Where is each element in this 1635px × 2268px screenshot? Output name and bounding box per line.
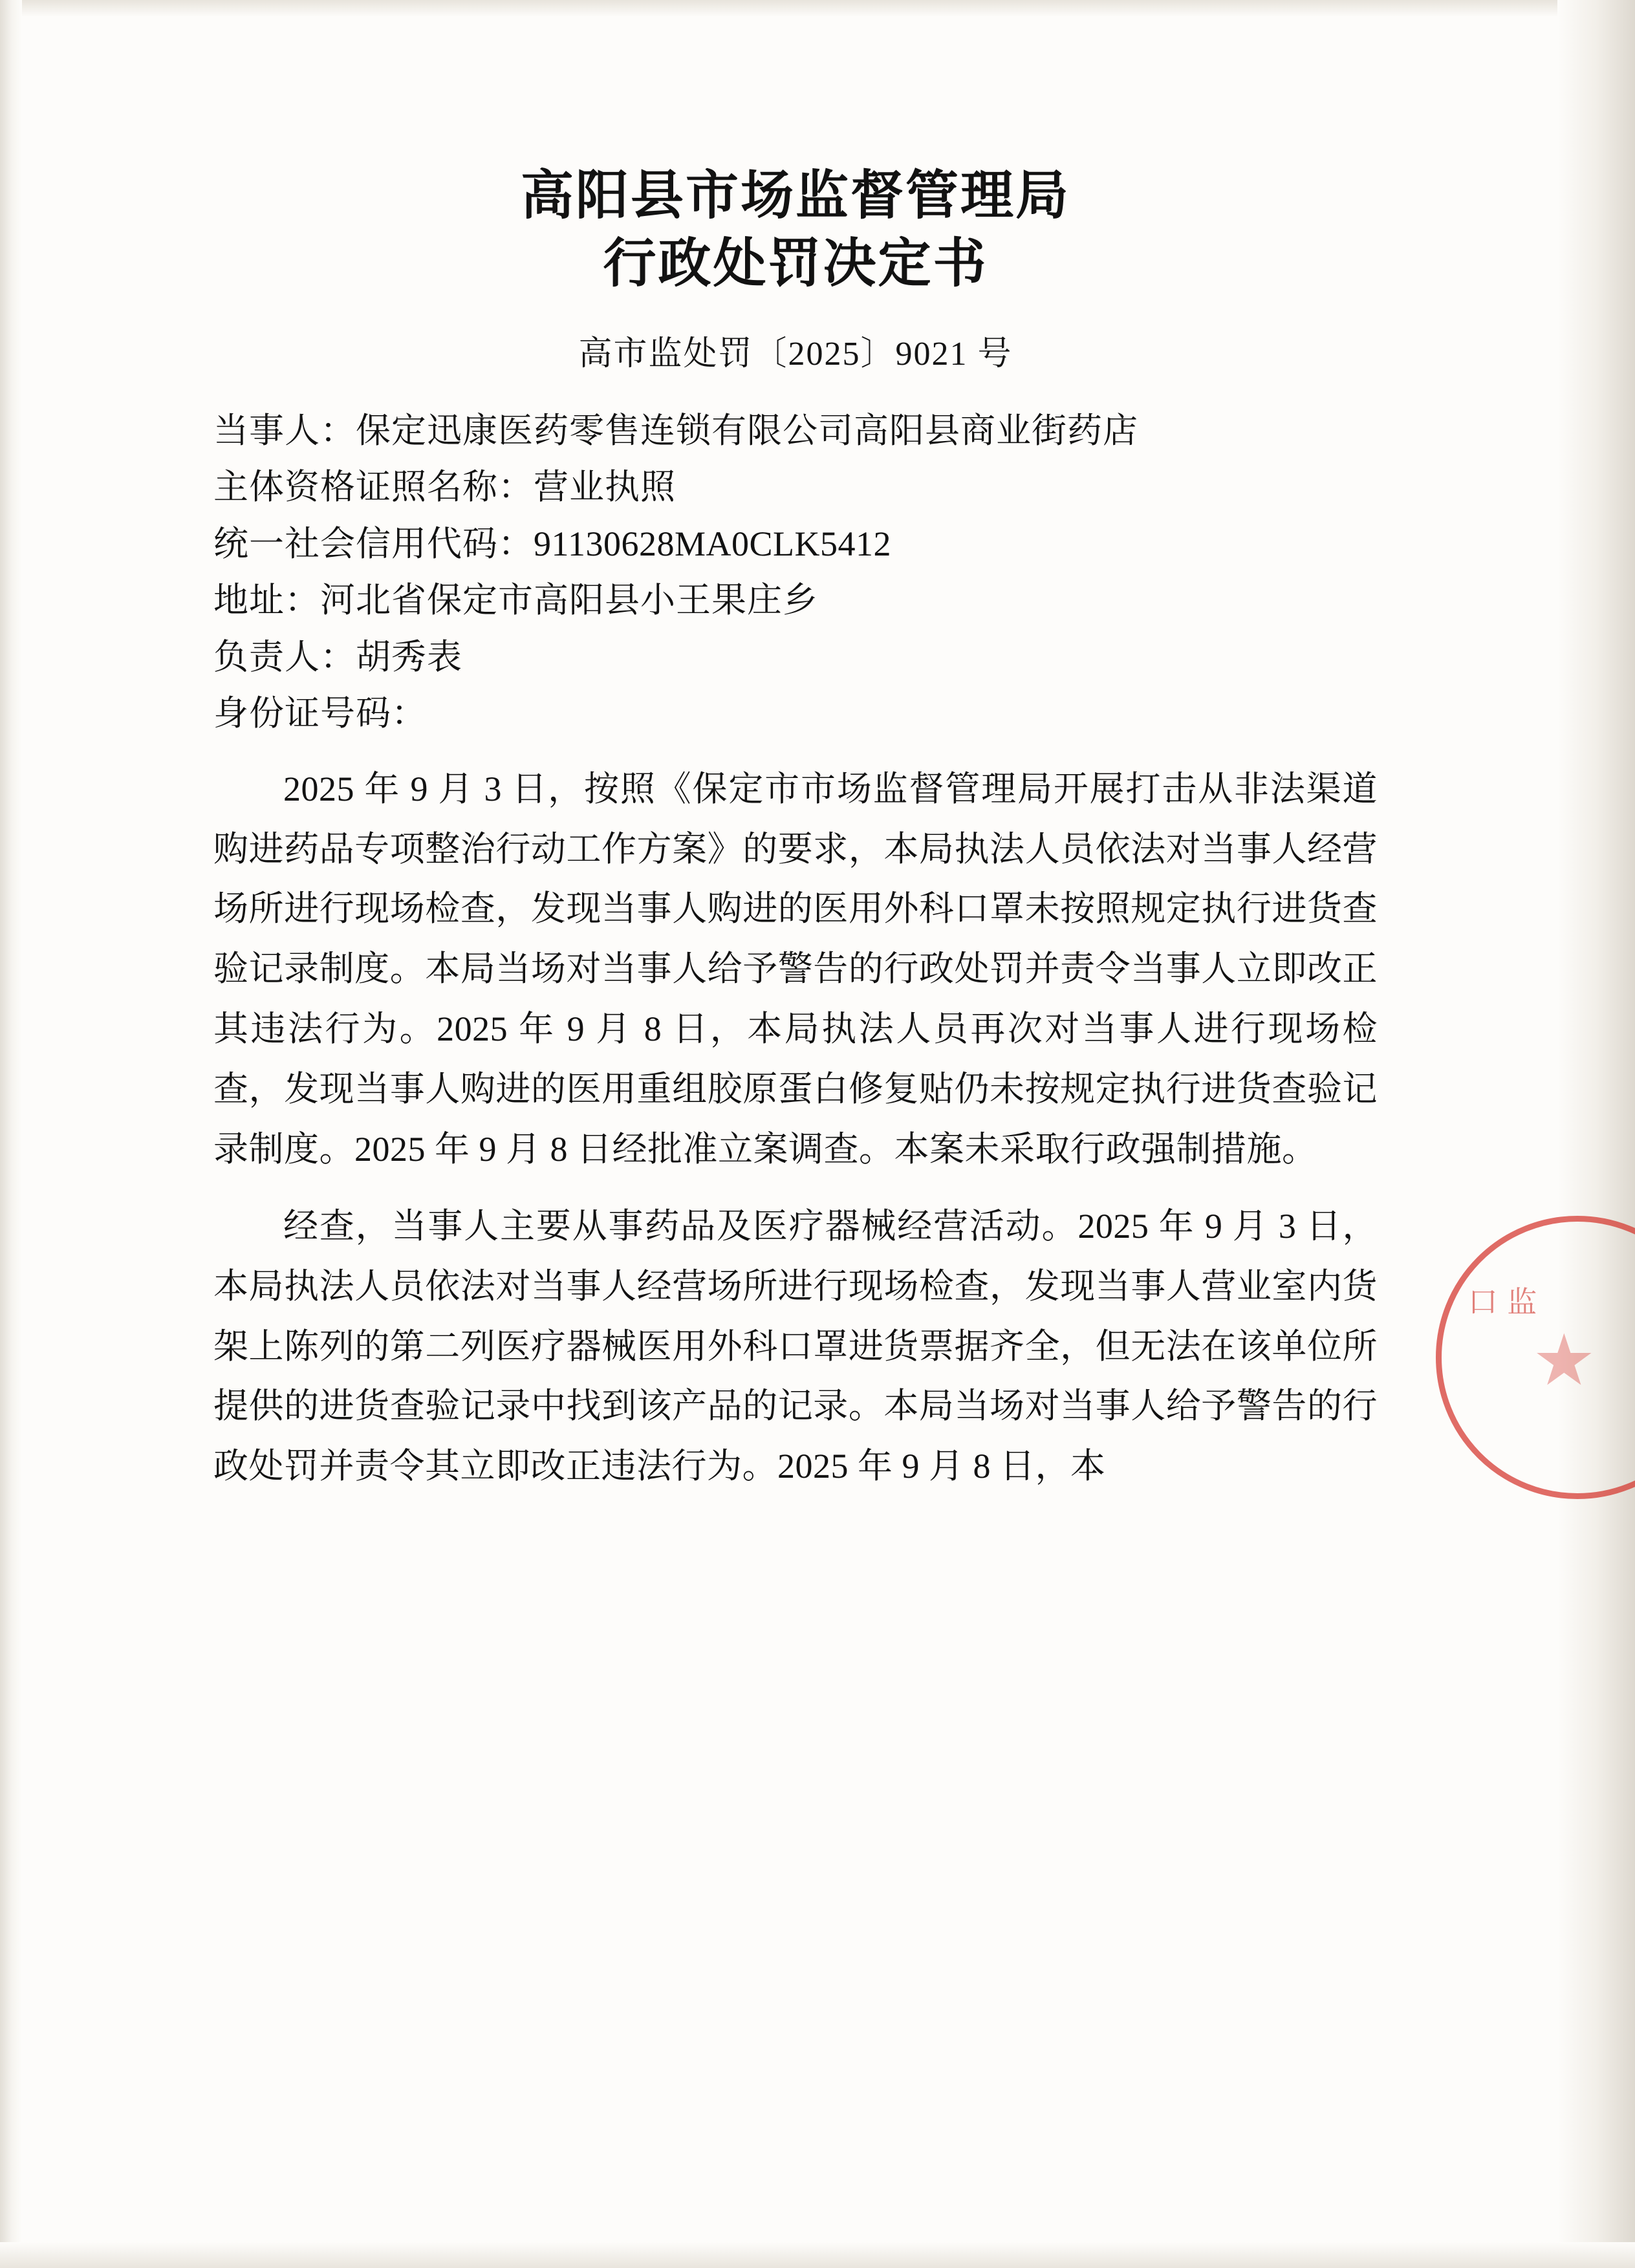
body-paragraph-1: 2025 年 9 月 3 日，按照《保定市市场监督管理局开展打击从非法渠道购进药品专项整治行动工作方案》的要求，本局执法人员依法对当事人经营场所进行现场检查，发现当事人购进的医用外科口罩未按照规定执行进货查验记录制度。本局当场对当事人给予警告的行政处罚并责令当事人立即改正其违法行为。2025 年 9 月 8 日，本局执法人员再次对当事人进行现场检查，发现当事人购进的医用重组胶原蛋白修复贴仍未按规定执行进货查验记录制度。2025 年 9 月 8 日经批准立案调查。本案未采取行政强制措施。 [213, 769, 1378, 1169]
field-address [213, 572, 1378, 629]
party-info-block [213, 403, 1378, 742]
field-license-name-value: 营业执照 [534, 468, 676, 507]
field-license-name-label: 主体资格证照名称： [213, 468, 534, 507]
title-line-doctype: 行政处罚决定书 [603, 232, 988, 294]
seal-star-icon: ★ [1532, 1321, 1596, 1400]
paper-edge-left [0, 0, 22, 2268]
redacted-id-number [427, 703, 763, 731]
document-content [213, 162, 1378, 1496]
paper-edge-bottom [0, 2242, 1635, 2268]
field-credit-code [213, 516, 1378, 572]
field-party [213, 403, 1378, 459]
field-id-number-label: 身份证号码： [213, 694, 427, 733]
field-id-number [213, 686, 1378, 742]
field-license-name [213, 459, 1378, 515]
field-address-label: 地址： [213, 581, 320, 620]
official-seal [1436, 1216, 1635, 1499]
field-credit-code-label: 统一社会信用代码： [213, 524, 534, 563]
title-line-agency: 高阳县市场监督管理局 [520, 164, 1070, 226]
document-number: 高市监处罚〔2025〕9021 号 [578, 335, 1013, 373]
field-address-value: 河北省保定市高阳县小王果庄乡 [320, 581, 818, 620]
paper-edge-right [1557, 0, 1635, 2268]
field-responsible-person-value: 胡秀表 [356, 637, 462, 676]
field-party-label: 当事人： [213, 411, 356, 450]
seal-text: 口 监 [1467, 1284, 1537, 1319]
paper-edge-top [0, 0, 1635, 17]
field-credit-code-value: 91130628MA0CLK5412 [534, 524, 892, 563]
field-responsible-person-label: 负责人： [213, 637, 356, 676]
field-responsible-person [213, 629, 1378, 686]
body-paragraph-2: 经查，当事人主要从事药品及医疗器械经营活动。2025 年 9 月 3 日，本局执法人员依法对当事人经营场所进行现场检查，发现当事人营业室内货架上陈列的第二列医疗器械医用外科口罩进货票据齐全，但无法在该单位所提供的进货查验记录中找到该产品的记录。本局当场对当事人给予警告的行政处罚并责令其立即改正违法行为。2025 年 9 月 8 日，本 [213, 1206, 1378, 1486]
field-party-value: 保定迅康医药零售连锁有限公司高阳县商业街药店 [356, 411, 1138, 450]
page-title [213, 162, 1378, 297]
